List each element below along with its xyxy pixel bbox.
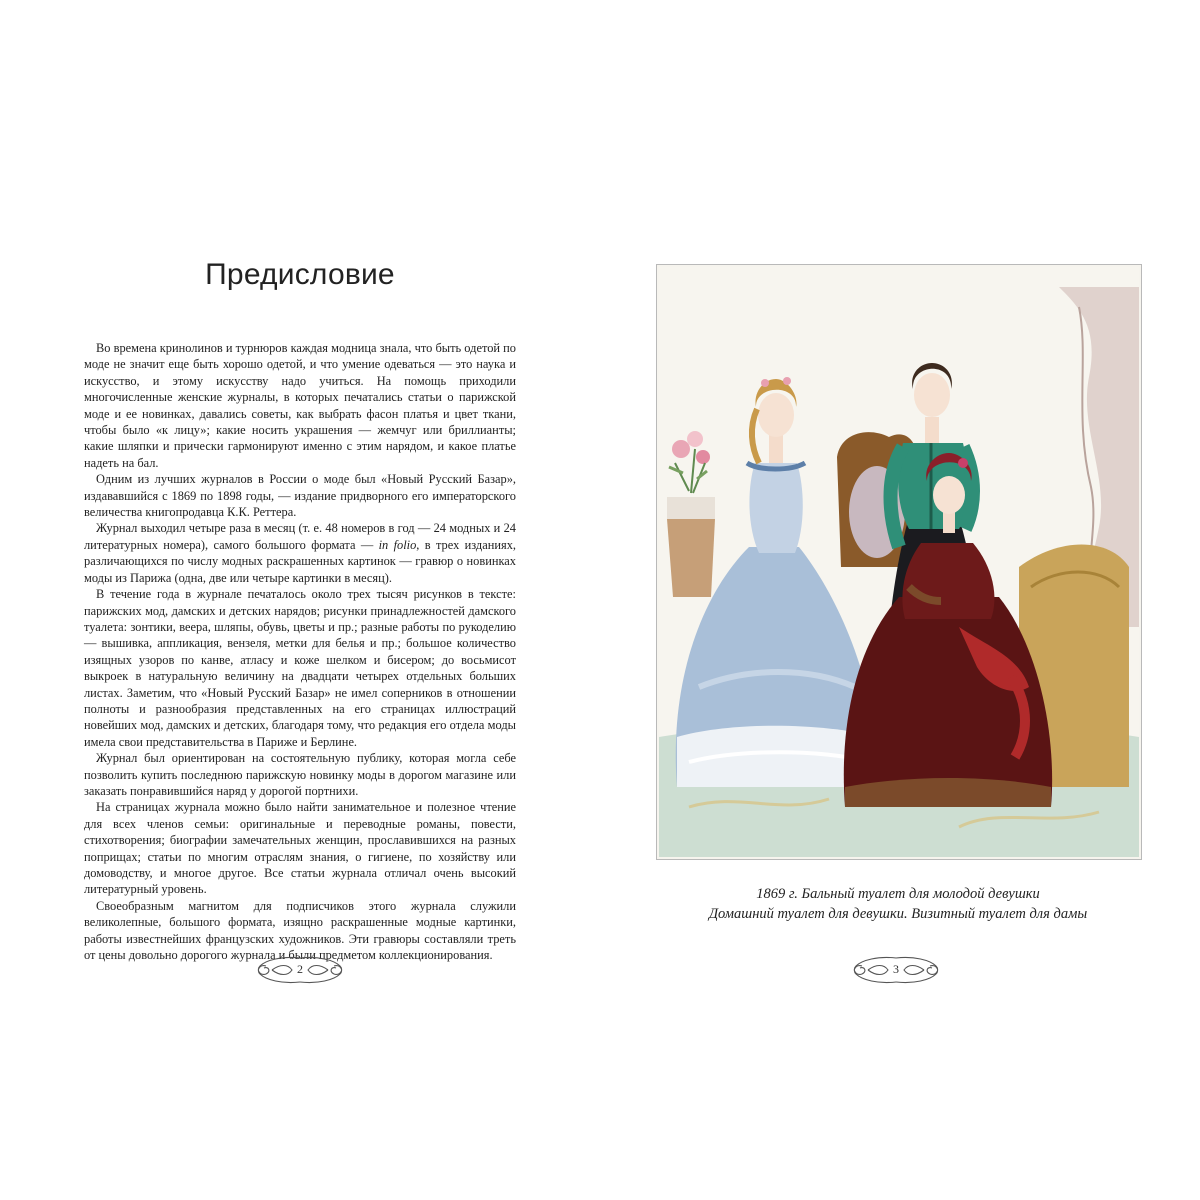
paragraph-3-start: Журнал выходил четыре раза в месяц (т. е. 48 номеров в год — 24 модных и 24 литературных номера), самого большого формата — xyxy=(84,521,516,552)
page-number-ornament xyxy=(252,952,348,988)
page-number: 2 xyxy=(297,962,303,976)
fashion-plate-illustration xyxy=(659,267,1139,857)
preface-body xyxy=(84,340,516,963)
caption-line-1: 1869 г. Бальный туалет для молодой девушки xyxy=(756,886,1040,902)
fashion-plate-frame xyxy=(656,264,1142,860)
page-number: 3 xyxy=(893,962,899,976)
paragraph-1: Во времена кринолинов и турнюров каждая модница знала, что быть одетой по моде не значит еще быть хорошо одетой, и что умение одеваться — это наука и искусство, и этому искусству надо учиться. На помощь приходили многочисленные женские журналы, в которых печатались статьи о парижской моде и ее новинках, давались советы, как выбрать фасон платья и цвет ткани, чтобы было «к лицу»; какие носить украшения — жемчуг или бриллианты; какие шляпки и прически гармонируют именно с этим нарядом, и какое платье надеть на бал. xyxy=(84,341,516,470)
paragraph-6: На страницах журнала можно было найти занимательное и полезное чтение для всех членов семьи: оригинальные и переводные романы, повести, стихотворения; биографии замечательных женщин, прославившихся на разных поприщах; статьи по многим отраслям знания, о гигиене, по хозяйству или домоводству, и многое другое. Все статьи журнала отличал очень высокий литературный уровень. xyxy=(84,800,516,897)
page-number-ornament xyxy=(848,952,944,988)
paragraph-7: Своеобразным магнитом для подписчиков этого журнала служили великолепные, большого формата, изящно раскрашенные модные картинки, работы известнейших французских художников. Эти гравюры составляли треть от цены довольно дорогого журнала и были предметом коллекционирования. xyxy=(84,898,516,963)
page-heading: Предисловие xyxy=(205,258,395,291)
paragraph-3-end: , в трех изданиях, различающихся по числу модных раскрашенных картинок — гравюр о новинках моды из Парижа (одна, две или четыре картинки в месяц). xyxy=(84,537,516,585)
paragraph-3 xyxy=(84,520,516,586)
paragraph-3-italic: in folio xyxy=(378,537,417,552)
caption-line-2: Домашний туалет для девушки. Визитный туалет для дамы xyxy=(708,906,1088,922)
paragraph-5: Журнал был ориентирован на состоятельную публику, которая могла себе позволить купить последнюю парижскую новинку моды в дорогом магазине или заказать понравившийся наряд у дорогой портнихи. xyxy=(84,751,516,798)
right-page xyxy=(600,0,1200,1200)
plate-caption xyxy=(640,884,1156,924)
paragraph-4: В течение года в журнале печаталось около трех тысяч рисунков в тексте: парижских мод, дамских и детских нарядов; рисунки принадлежностей дамского туалета: зонтики, веера, шляпы, обувь, цветы и пр.; разные работы по рукоделию — вышивка, аппликация, вензеля, метки для белья и пр.; большое количество изящных узоров по канве, атласу и коже шелком и бисером; до восьмисот выкроек в натуральную величину на двадцати четырех отдельных больших листах. Заметим, что «Новый Русский Базар» не имел соперников в отношении полноты и разнообразия представленных на его страницах иллюстраций новейших мод, дамских и детских, благодаря тому, что редакция его отдела моды имела свои представительства в Париже и Берлине. xyxy=(84,587,516,749)
paragraph-2: Одним из лучших журналов в России о моде был «Новый Русский Базар», издававшийся с 1869 по 1898 годы, — издание придворного его императорского величества книгопродавца К.К. Реттера. xyxy=(84,472,516,520)
